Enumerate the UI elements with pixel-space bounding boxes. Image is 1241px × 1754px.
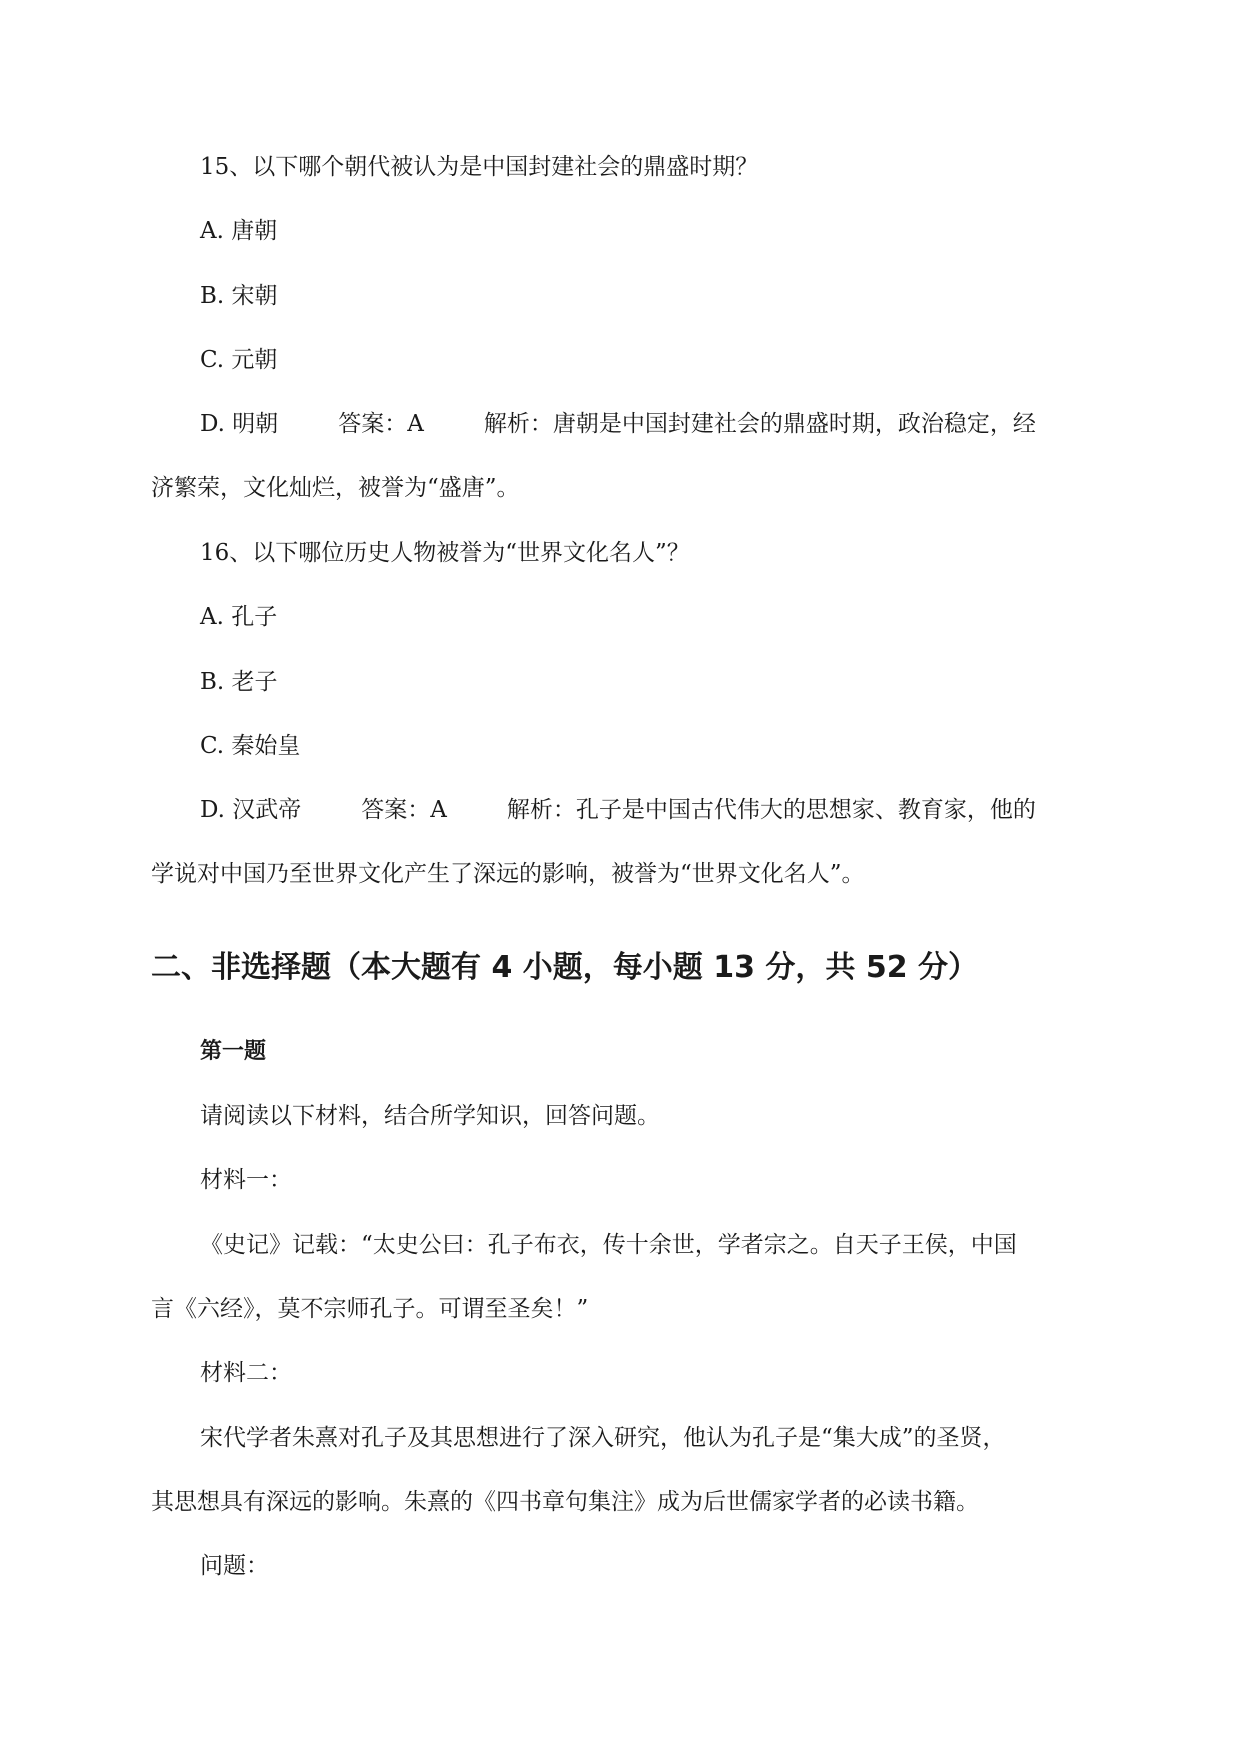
material2-text: 宋代学者朱熹对孔子及其思想进行了深入研究，他认为孔子是“集大成”的圣贤，: [200, 1425, 1006, 1451]
q15-option-b: B. 宋朝: [200, 283, 278, 309]
instruction-text: 请阅读以下材料，结合所学知识，回答问题。: [200, 1103, 660, 1129]
q15-analysis: 解析：唐朝是中国封建社会的鼎盛时期，政治稳定，经: [483, 411, 1036, 437]
q16-option-d: D. 汉武帝: [200, 797, 302, 823]
q15-answer: 答案：A: [338, 411, 424, 437]
q16-option-d-line: [200, 794, 1036, 826]
q15-option-d-line: [200, 408, 1036, 440]
q16-option-b: B. 老子: [200, 669, 278, 695]
q16-option-a: A. 孔子: [200, 604, 278, 630]
material2-text-continued: 其思想具有深远的影响。朱熹的《四书章句集注》成为后世儒家学者的必读书籍。: [151, 1489, 979, 1515]
material2-label: 材料二：: [200, 1360, 292, 1386]
q16-answer: 答案：A: [361, 797, 447, 823]
q15-question: 15、以下哪个朝代被认为是中国封建社会的鼎盛时期？: [200, 154, 759, 180]
material1-text: 《史记》记载：“太史公曰：孔子布衣，传十余世，学者宗之。自天子王侯，中国: [200, 1232, 1017, 1258]
q15-option-c: C. 元朝: [200, 347, 278, 373]
q16-option-c: C. 秦始皇: [200, 733, 301, 759]
q16-question: 16、以下哪位历史人物被誉为“世界文化名人”？: [200, 540, 690, 566]
material1-label: 材料一：: [200, 1167, 292, 1193]
material1-text-continued: 言《六经》，莫不宗师孔子。可谓至圣矣！”: [151, 1296, 589, 1322]
q15-analysis-continued: 济繁荣，文化灿烂，被誉为“盛唐”。: [151, 475, 520, 501]
part-title: 第一题: [200, 1039, 267, 1064]
section-heading: 二、非选择题（本大题有 4 小题，每小题 13 分，共 52 分）: [151, 950, 979, 985]
q16-analysis: 解析：孔子是中国古代伟大的思想家、教育家，他的: [506, 797, 1036, 823]
q15-option-d: D. 明朝: [200, 411, 279, 437]
q16-analysis-continued: 学说对中国乃至世界文化产生了深远的影响，被誉为“世界文化名人”。: [151, 861, 865, 887]
q15-option-a: A. 唐朝: [200, 218, 278, 244]
question-label: 问题：: [200, 1553, 269, 1579]
